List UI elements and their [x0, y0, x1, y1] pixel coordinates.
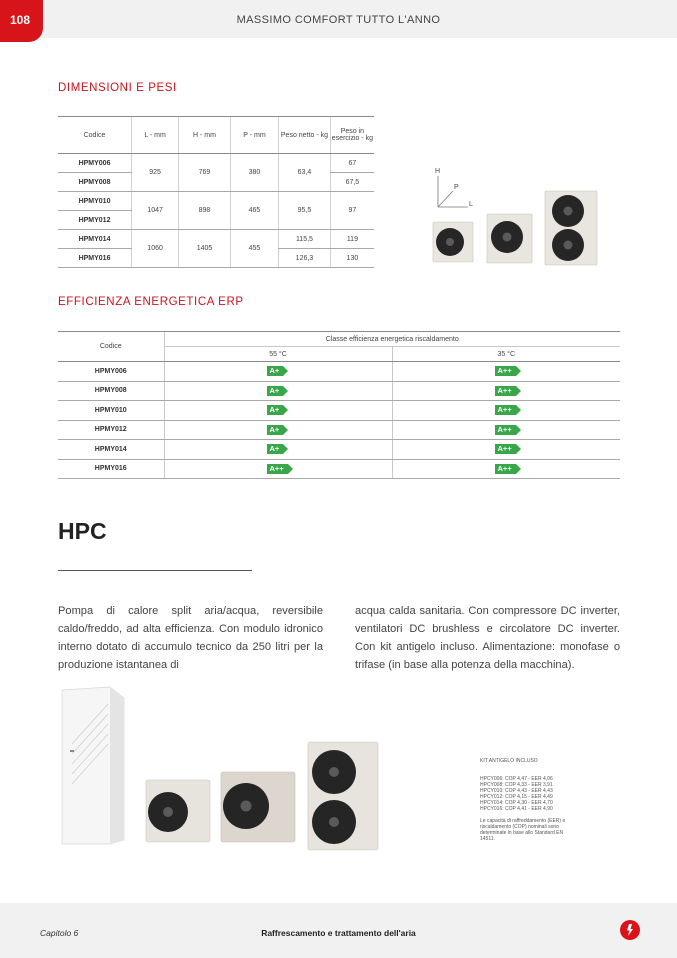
energy-class-badge: A++	[495, 405, 516, 415]
footer-chapter: Capitolo 6	[40, 928, 79, 938]
table-row: HPMY006 A+ A++	[58, 362, 620, 382]
kit-line: HPCY016: COP 4,41 - EER 4,90	[480, 806, 553, 812]
col-header: Codice	[58, 332, 164, 362]
table-row: HPMY008 A+ A++	[58, 381, 620, 401]
efficiency-table	[58, 331, 620, 479]
table-row: HPMY012	[58, 211, 374, 230]
energy-class-badge: A++	[495, 386, 516, 396]
axis-label-h: H	[435, 168, 441, 175]
brand-logo-icon	[620, 920, 640, 940]
table-row: HPMY014 1060 1405 455 115,5 119	[58, 230, 374, 249]
kit-info	[480, 758, 572, 842]
col-header: Codice	[58, 117, 132, 154]
table-row: HPMY008 67,5	[58, 173, 374, 192]
product-description-right: acqua calda sanitaria. Con compressore DC inverter, ventilatori DC brushless e circolatore DC inverter. Con kit antigelo incluso. Alimentazione: monofase o trifase (in base alla potenza della macchina).	[355, 605, 620, 671]
axis-p-line	[438, 191, 453, 207]
table-row: HPMY010 A+ A++	[58, 401, 620, 421]
energy-class-badge: A++	[495, 366, 516, 376]
product-title: HPC	[58, 518, 107, 544]
energy-class-badge: A+	[267, 366, 284, 376]
col-header: P - mm	[230, 117, 278, 154]
divider	[58, 570, 252, 571]
axis-label-p: P	[454, 184, 459, 191]
energy-class-badge: A+	[267, 386, 284, 396]
kit-line: HPCY014: COP 4,30 - EER 4,70	[480, 800, 553, 806]
energy-class-badge: A++	[267, 464, 288, 474]
table-row: HPMY016 A++ A++	[58, 459, 620, 479]
kit-line: HPCY008: COP 4,33 - EER 3,91	[480, 782, 553, 788]
kit-line: HPCY012: COP 4,15 - EER 4,49	[480, 794, 553, 800]
dimensions-table	[58, 116, 374, 268]
dimensions-title: DIMENSIONI E PESI	[58, 82, 177, 94]
energy-class-badge: A+	[267, 444, 284, 454]
energy-class-badge: A+	[267, 405, 284, 415]
table-row: HPMY012 A+ A++	[58, 420, 620, 440]
table-row: HPMY014 A+ A++	[58, 440, 620, 460]
page-number: 108	[0, 0, 43, 42]
footer-section: Raffrescamento e trattamento dell'aria	[261, 928, 416, 938]
product-image	[58, 684, 383, 856]
energy-class-badge: A++	[495, 464, 516, 474]
kit-line: HPCY006: COP 4,47 - EER 4,06	[480, 776, 553, 782]
col-header: H - mm	[179, 117, 231, 154]
col-header: Peso in esercizio - kg	[330, 117, 374, 154]
header-title: MASSIMO COMFORT TUTTO L'ANNO	[236, 14, 441, 26]
axis-label-l: L	[469, 201, 473, 208]
col-header: 35 °C	[392, 347, 620, 362]
col-header: Peso netto - kg	[279, 117, 331, 154]
product-description-left: Pompa di calore split aria/acqua, reversibile caldo/freddo, ad alta efficienza. Con modulo idronico interno dotato di accumulo tecnico da 250 litri per la produzione istantanea di	[58, 605, 323, 671]
col-header: L - mm	[132, 117, 179, 154]
dimension-diagram	[430, 160, 605, 270]
energy-class-badge: A++	[495, 444, 516, 454]
energy-class-badge: A+	[267, 425, 284, 435]
table-row: HPMY006 925 769 380 63,4 67	[58, 154, 374, 173]
table-row: HPMY016 126,3 130	[58, 249, 374, 268]
col-header: 55 °C	[164, 347, 392, 362]
table-row: HPMY010 1047 898 465 95,5 97	[58, 192, 374, 211]
kit-title: KIT ANTIGELO INCLUSO	[480, 758, 538, 764]
kit-note: Le capacità di raffreddamento (EER) e riscaldamento (COP) nominali sono determinate in base allo Standard EN 14511.	[480, 818, 566, 842]
energy-class-badge: A++	[495, 425, 516, 435]
col-header: Classe efficienza energetica riscaldamento	[164, 332, 620, 347]
efficiency-title: EFFICIENZA ENERGETICA ERP	[58, 296, 244, 308]
kit-line: HPCY010: COP 4,43 - EER 4,43	[480, 788, 553, 794]
